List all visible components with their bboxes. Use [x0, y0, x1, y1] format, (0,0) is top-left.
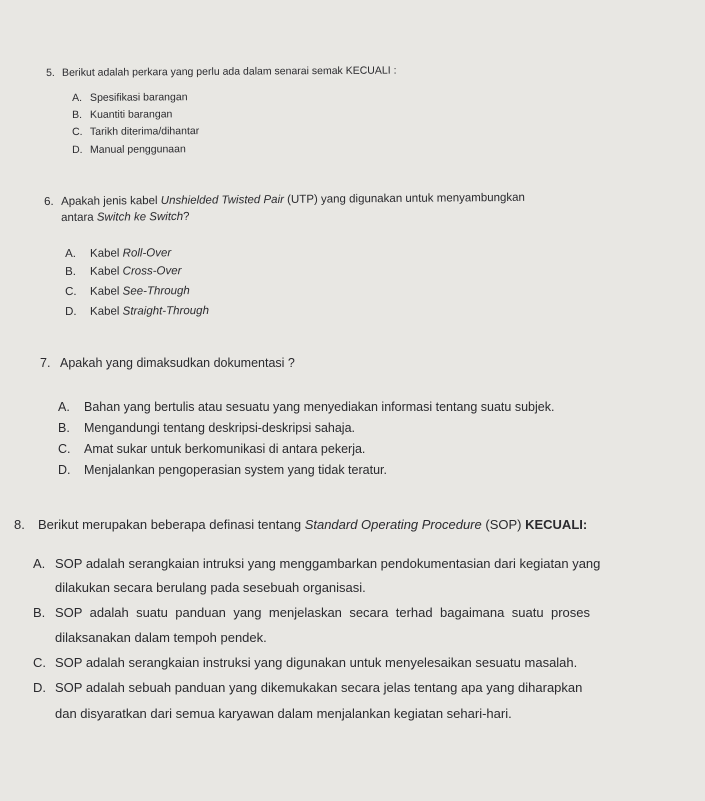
option-text-italic: Roll-Over [122, 247, 172, 260]
option-text-italic: Straight-Through [122, 304, 209, 318]
option-a[interactable] [72, 91, 188, 104]
option-letter: C. [58, 442, 71, 456]
option-b[interactable] [58, 421, 355, 435]
option-letter: A. [33, 556, 46, 571]
question-stem [14, 517, 587, 532]
option-text: Kabel [89, 265, 123, 278]
option-text: Mengandungi tentang deskripsi-deskripsi sahaja. [84, 421, 355, 435]
option-text: SOP adalah serangkaian instruksi yang digunakan untuk menyelesaikan sesuatu masalah. [55, 655, 578, 670]
question-stem-text: Berikut merupakan beberapa definasi tentang [38, 517, 305, 532]
option-d[interactable] [65, 305, 209, 318]
question-stem-italic: Unshielded Twisted Pair [160, 193, 284, 207]
question-stem [46, 65, 397, 79]
option-text: SOP adalah suatu panduan yang menjelaskan secara terhad bagaimana suatu proses [55, 605, 590, 620]
option-a[interactable] [33, 556, 600, 571]
option-text: SOP adalah serangkaian intruksi yang menggambarkan pendokumentasian dari kegiatan yang [55, 556, 601, 571]
option-letter: A. [58, 400, 70, 414]
option-letter: B. [72, 108, 83, 121]
option-letter: A. [65, 247, 76, 260]
option-letter: A. [72, 91, 83, 104]
option-text: SOP adalah sebuah panduan yang dikemukakan secara jelas tentang apa yang diharapkan [55, 680, 583, 695]
question-number: 7. [40, 356, 51, 370]
option-d-continued [55, 706, 512, 721]
option-text: Bahan yang bertulis atau sesuatu yang menyediakan informasi tentang suatu subjek. [84, 400, 555, 414]
question-stem-text: Berikut adalah perkara yang perlu ada dalam senarai semak KECUALI : [61, 64, 397, 79]
option-text: Spesifikasi barangan [89, 91, 188, 104]
option-text: Amat sukar untuk berkomunikasi di antara pekerja. [84, 442, 366, 456]
question-stem [44, 192, 525, 208]
question-stem-text: (UTP) yang digunakan untuk menyambungkan [283, 191, 525, 206]
question-stem-text: Apakah yang dimaksudkan dokumentasi ? [60, 356, 295, 370]
option-text: Tarikh diterima/dihantar [89, 125, 200, 138]
option-text-italic: Cross-Over [122, 265, 182, 278]
option-c[interactable] [58, 442, 365, 456]
option-letter: C. [33, 655, 46, 670]
option-b[interactable] [72, 108, 172, 121]
question-stem-text: (SOP) [481, 517, 526, 532]
question-number: 5. [46, 66, 55, 79]
option-text: dan disyaratkan dari semua karyawan dalam menjalankan kegiatan sehari-hari. [55, 706, 512, 721]
option-letter: B. [33, 605, 46, 620]
question-number: 8. [14, 517, 25, 532]
option-letter: B. [65, 265, 76, 278]
option-text-italic: See-Through [122, 285, 190, 298]
option-letter: C. [72, 125, 83, 138]
option-letter: D. [72, 143, 83, 156]
question-stem-text: ? [183, 210, 190, 223]
option-c[interactable] [33, 655, 577, 670]
option-text: Kuantiti barangan [89, 108, 173, 121]
option-text: dilakukan secara berulang pada sesebuah organisasi. [55, 580, 366, 595]
option-c[interactable] [65, 285, 190, 298]
option-text: Kabel [89, 247, 123, 260]
option-text: dilaksanakan dalam tempoh pendek. [55, 630, 267, 645]
option-text: Manual penggunaan [89, 143, 186, 156]
option-letter: B. [58, 421, 70, 435]
option-letter: D. [33, 680, 46, 695]
option-c[interactable] [72, 125, 199, 138]
option-a[interactable] [58, 400, 554, 414]
question-stem-italic: Switch ke Switch [96, 210, 184, 224]
question-stem [40, 356, 295, 370]
option-text: Kabel [89, 305, 123, 318]
question-number: 6. [44, 195, 54, 208]
option-d[interactable] [33, 680, 582, 695]
option-b[interactable] [33, 605, 590, 620]
question-stem-text: Apakah jenis kabel [60, 194, 161, 208]
question-stem-text: antara [61, 211, 97, 224]
option-d[interactable] [72, 143, 186, 156]
option-b[interactable] [65, 265, 181, 278]
option-letter: D. [58, 463, 71, 477]
question-stem-italic: Standard Operating Procedure [304, 517, 482, 532]
option-letter: D. [65, 305, 77, 318]
option-text: Kabel [89, 285, 123, 298]
question-stem-line-2 [61, 211, 190, 224]
option-text: Menjalankan pengoperasian system yang tidak teratur. [84, 463, 387, 477]
option-a[interactable] [65, 247, 171, 260]
option-b-continued [55, 630, 267, 645]
option-letter: C. [65, 285, 77, 298]
option-a-continued [55, 580, 366, 595]
option-d[interactable] [58, 463, 387, 477]
question-stem-bold: KECUALI: [525, 517, 588, 532]
